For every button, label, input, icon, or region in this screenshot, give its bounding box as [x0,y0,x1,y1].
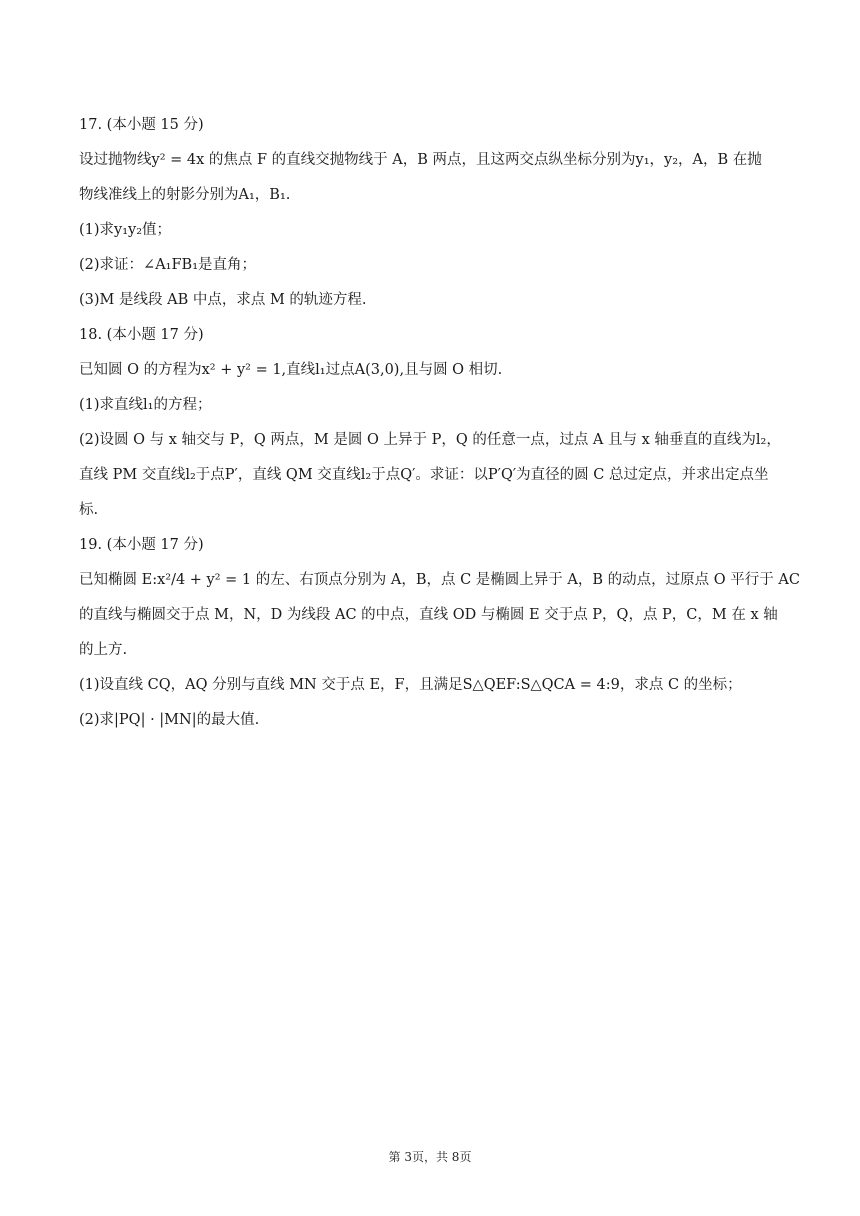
problem-17-question-1: (1)求y₁y₂值； [79,222,172,238]
problem-17-question-2: (2)求证：∠A₁FB₁是直角； [79,257,257,273]
problem-17-stem-line-2: 物线准线上的射影分别为A₁，B₁. [79,187,291,203]
problem-19-question-1: (1)设直线 CQ，AQ 分别与直线 MN 交于点 E，F，且满足S△QEF:S△QCA = 4:9，求点 C 的坐标； [79,677,742,693]
problem-18-question-2-line-2: 直线 PM 交直线l₂于点P′，直线 QM 交直线l₂于点Q′。求证：以P′Q′为直径的圆 C 总过定点，并求出定点坐 [79,467,769,483]
problem-18-stem: 已知圆 O 的方程为x² + y² = 1,直线l₁过点A(3,0),且与圆 O 相切. [79,362,503,378]
problem-19-stem-line-2: 的直线与椭圆交于点 M，N，D 为线段 AC 的中点，直线 OD 与椭圆 E 交于点 P，Q，点 P，C，M 在 x 轴 [79,607,778,623]
problem-17-stem-line-1: 设过抛物线y² = 4x 的焦点 F 的直线交抛物线于 A，B 两点，且这两交点纵坐标分别为y₁，y₂，A，B 在抛 [79,152,762,168]
problem-18-question-2-line-1: (2)设圆 O 与 x 轴交与 P，Q 两点，M 是圆 O 上异于 P，Q 的任意一点，过点 A 且与 x 轴垂直的直线为l₂， [79,432,781,448]
problem-17-question-3: (3)M 是线段 AB 中点，求点 M 的轨迹方程. [79,292,367,308]
problem-18-header: 18. (本小题 17 分) [79,327,204,343]
problem-17-header: 17. (本小题 15 分) [79,117,204,133]
problem-19-stem-line-3: 的上方. [79,642,128,658]
problem-19-header: 19. (本小题 17 分) [79,537,204,553]
problem-18-question-2-line-3: 标. [79,502,99,518]
problem-18-question-1: (1)求直线l₁的方程； [79,397,212,413]
page-content [79,108,800,738]
page-footer: 第 3页，共 8页 [388,1150,472,1164]
problem-19-question-2: (2)求|PQ| · |MN|的最大值. [79,712,260,728]
problem-19-stem-line-1: 已知椭圆 E:x²/4 + y² = 1 的左、右顶点分别为 A，B，点 C 是椭圆上异于 A，B 的动点，过原点 O 平行于 AC [79,572,800,588]
